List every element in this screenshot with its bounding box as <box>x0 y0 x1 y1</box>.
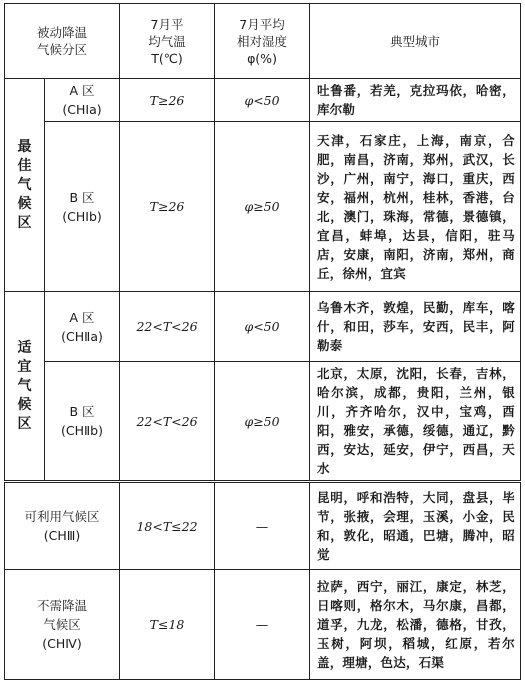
header-humidity: 7月平均 相对湿度 φ(%) <box>215 4 310 79</box>
group-suitable: 适 宜 气 候 区 <box>5 292 45 482</box>
zone-cell: A 区 (CHIa) <box>45 79 120 122</box>
table-row <box>5 482 521 570</box>
cities-cell: 昆明，呼和浩特，大同，盘县，毕节，张掖，会理，玉溪，小金，民和，敦化，昭通，巴塘，腾冲，昭觉 <box>310 482 521 570</box>
humidity-cell: φ<50 <box>215 79 310 122</box>
humidity-cell: — <box>215 482 310 570</box>
zone-cell: 可利用气候区 (CHⅢ) <box>5 482 120 570</box>
climate-zone-table <box>4 3 521 680</box>
humidity-cell: φ≥50 <box>215 122 310 292</box>
table-row <box>5 362 521 482</box>
temp-cell: 18<T≤22 <box>120 482 215 570</box>
temp-cell: 22<T<26 <box>120 292 215 362</box>
zone-cell: B 区 (CHⅡb) <box>45 362 120 482</box>
cities-cell: 天津，石家庄，上海，南京，合肥，南昌，济南，郑州，武汉，长沙，广州，南宁，海口，重庆，西安，福州，杭州，桂林，香港，台北，澳门，珠海，常德，景德镇，宜昌，蚌埠，达县，信阳，驻马店，安康，南阳，济南，郑州，商丘，徐州，宜宾 <box>310 122 521 292</box>
cities-cell: 拉萨，西宁，丽江，康定，林芝，日喀则，格尔木，马尔康，昌都，道孚，九龙，松潘，德格，甘孜，玉树，阿坝，稻城，红原，若尔盖，理塘，色达，石渠 <box>310 570 521 680</box>
cities-cell: 吐鲁番，若羌，克拉玛依，哈密，库尔勒 <box>310 79 521 122</box>
table-row <box>5 570 521 680</box>
zone-cell: 不需降温 气候区 (CHⅣ) <box>5 570 120 680</box>
zone-cell: A 区 (CHⅡa) <box>45 292 120 362</box>
humidity-cell: — <box>215 570 310 680</box>
header-cities: 典型城市 <box>310 4 521 79</box>
table-row <box>5 292 521 362</box>
header-row <box>5 4 521 79</box>
header-temperature: 7月平 均气温 T(℃) <box>120 4 215 79</box>
humidity-cell: φ≥50 <box>215 362 310 482</box>
table-row <box>5 122 521 292</box>
zone-cell: B 区 (CHIb) <box>45 122 120 292</box>
cities-cell: 乌鲁木齐，敦煌，民勤，库车，喀什，和田，莎车，安西，民丰，阿勒泰 <box>310 292 521 362</box>
temp-cell: T≥26 <box>120 122 215 292</box>
cities-cell: 北京，太原，沈阳，长春，吉林，哈尔滨，成都，贵阳，兰州，银川，齐齐哈尔，汉中，宝鸡，酉阳，雅安，承德，绥德，通辽，黔西，安达，延安，伊宁，西昌，天水 <box>310 362 521 482</box>
group-best: 最 佳 气 候 区 <box>5 79 45 292</box>
header-zone: 被动降温 气候分区 <box>5 4 120 79</box>
temp-cell: T≥26 <box>120 79 215 122</box>
temp-cell: T≤18 <box>120 570 215 680</box>
temp-cell: 22<T<26 <box>120 362 215 482</box>
table-row <box>5 79 521 122</box>
humidity-cell: φ<50 <box>215 292 310 362</box>
